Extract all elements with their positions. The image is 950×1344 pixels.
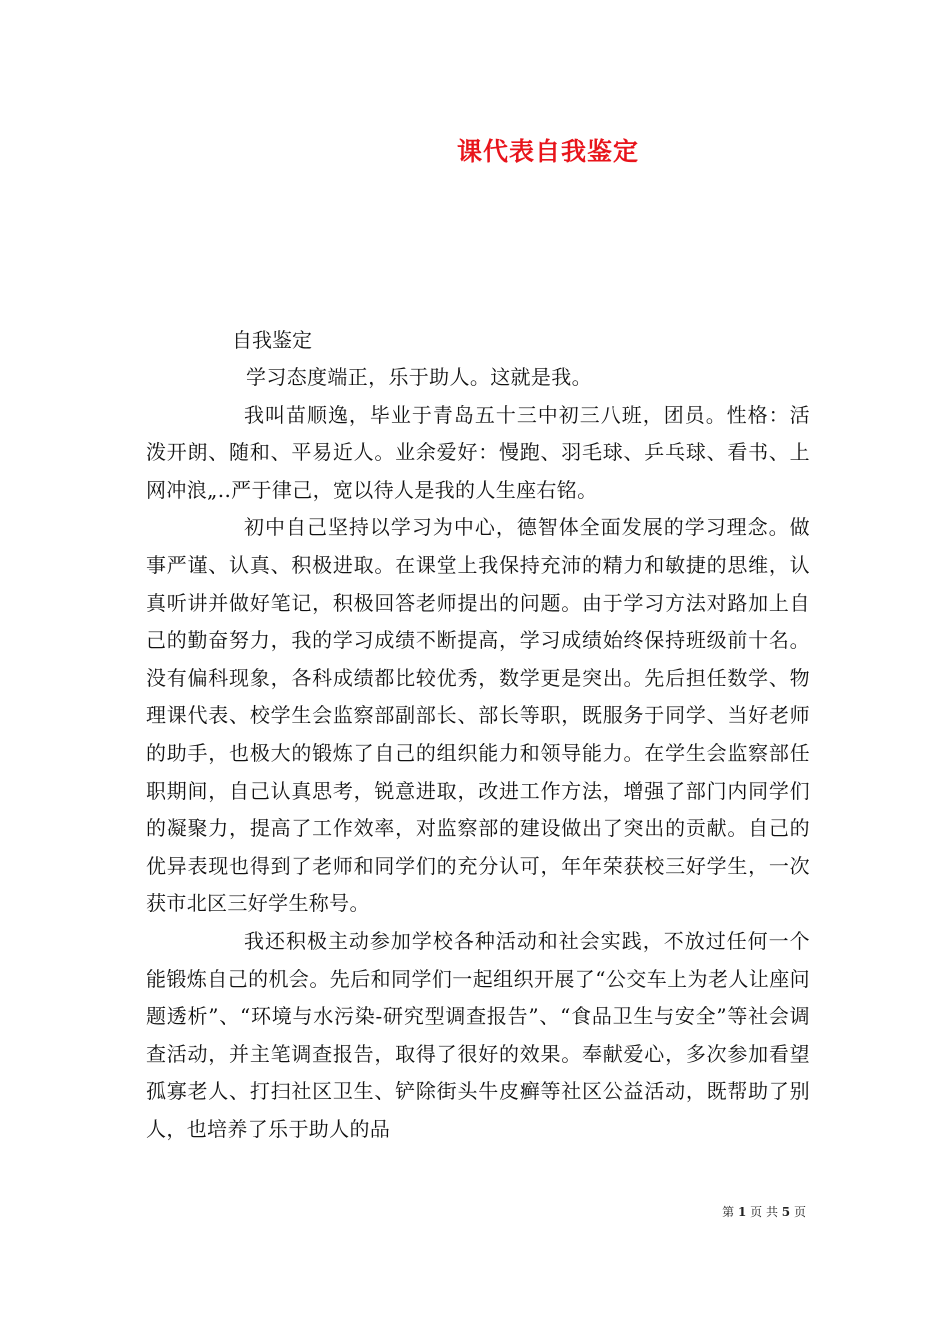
document-title: 课代表自我鉴定 [456, 137, 639, 166]
footer-middle: 页 共 [750, 1205, 778, 1219]
footer-total-pages: 5 [781, 1205, 791, 1219]
footer-prefix: 第 [722, 1205, 735, 1219]
paragraph-study: 初中自己坚持以学习为中心，德智体全面发展的学习理念。做事严谨、认真、积极进取。在课堂上我保持充沛的精力和敏捷的思维，认真听讲并做好笔记，积极回答老师提出的问题。由于学习方法对路加上自己的勤奋努力，我的学习成绩不断提高，学习成绩始终保持班级前十名。没有偏科现象，各科成绩都比较优秀，数学更是突出。先后担任数学、物理课代表、校学生会监察部副部长、部长等职，既服务于同学、当好老师的助手，也极大的锻炼了自己的组织能力和领导能力。在学生会监察部任职期间，自己认真思考，锐意进取，改进工作方法，增强了部门内同学们的凝聚力，提高了工作效率，对监察部的建设做出了突出的贡献。自己的优异表现也得到了老师和同学们的充分认可，年年荣获校三好学生，一次获市北区三好学生称号。 [146, 515, 810, 916]
section-heading: 自我鉴定 [232, 328, 312, 352]
paragraph-intro: 学习态度端正，乐于助人。这就是我。 [246, 365, 592, 389]
footer-suffix: 页 [793, 1205, 806, 1219]
document-body [146, 359, 810, 1148]
page-footer [722, 1203, 806, 1220]
paragraph-activities: 我还积极主动参加学校各种活动和社会实践，不放过任何一个能锻炼自己的机会。先后和同学们一起组织开展了“公交车上为老人让座问题透析”、“环境与水污染-研究型调查报告”、“食品卫生与安全”等社会调查活动，并主笔调查报告，取得了很好的效果。奉献爱心，多次参加看望孤寡老人、打扫社区卫生、铲除街头牛皮癣等社区公益活动，既帮助了别人，也培养了乐于助人的品 [146, 928, 810, 1141]
footer-current-page: 1 [737, 1205, 747, 1219]
paragraph-personal-info: 我叫苗顺逸，毕业于青岛五十三中初三八班，团员。性格：活泼开朗、随和、平易近人。业余爱好：慢跑、羽毛球、乒乓球、看书、上网冲浪„..严于律己，宽以待人是我的人生座右铭。 [146, 402, 810, 502]
